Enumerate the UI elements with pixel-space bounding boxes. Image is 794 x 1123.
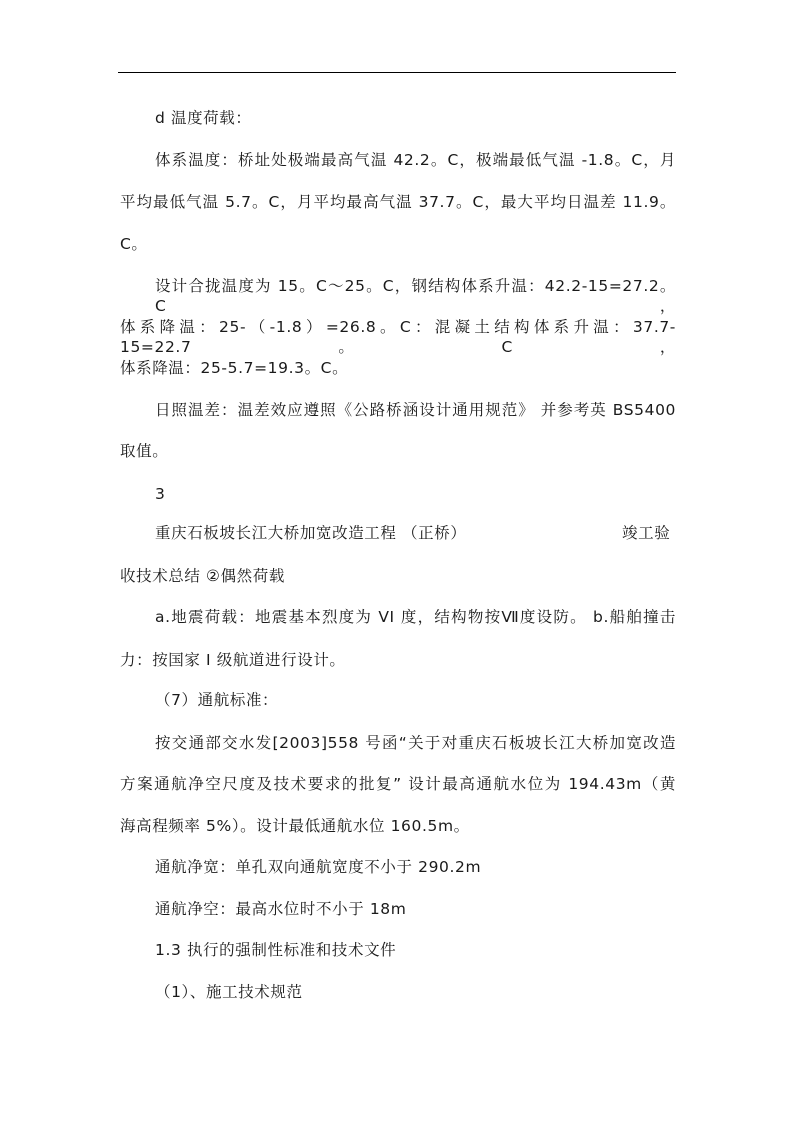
heading-temperature-load: d 温度荷载： <box>155 109 252 127</box>
running-title: 重庆石板坡长江大桥加宽改造工程 （正桥） <box>155 524 467 542</box>
paragraph-line: C。 <box>120 235 148 253</box>
paragraph-line: 取值。 <box>120 442 169 460</box>
subsection-heading: （1）、施工技术规范 <box>155 983 303 1001</box>
paragraph-line: 体系温度：桥址处极端最高气温 42.2。C，极端最低气温 -1.8。C，月 <box>155 151 676 169</box>
paragraph-line: 通航净空：最高水位时不小于 18m <box>155 900 407 918</box>
paragraph-line: 体系降温：25-5.7=19.3。C。 <box>120 359 349 377</box>
paragraph-line: 按交通部交水发[2003]558 号函“关于对重庆石板坡长江大桥加宽改造 <box>155 734 676 752</box>
paragraph-line: 海高程频率 5%）。设计最低通航水位 160.5m。 <box>120 817 470 835</box>
header-rule <box>118 72 676 73</box>
running-title-tail: 竣工验 <box>622 524 671 542</box>
paragraph-line: 平均最低气温 5.7。C，月平均最高气温 37.7。C，最大平均日温差 11.9。 <box>120 193 676 211</box>
page-number: 3 <box>155 485 166 503</box>
paragraph-line: 收技术总结 ②偶然荷载 <box>120 567 285 585</box>
paragraph-line: 通航净宽：单孔双向通航宽度不小于 290.2m <box>155 858 482 876</box>
paragraph-line: 力：按国家 I 级航道进行设计。 <box>120 651 346 669</box>
paragraph-line: 日照温差：温差效应遵照《公路桥涵设计通用规范》 并参考英 BS5400 <box>155 401 676 419</box>
paragraph-line: a.地震荷载：地震基本烈度为 VI 度，结构物按Ⅶ度设防。 b.船舶撞击 <box>155 608 676 626</box>
section-heading: 1.3 执行的强制性标准和技术文件 <box>155 941 397 959</box>
paragraph-line: 体系降温：25-（-1.8）=26.8。C：混凝土结构体系升温：37.7-15=22.7。C， <box>120 318 676 356</box>
section-heading: （7）通航标准： <box>155 691 279 709</box>
paragraph-line: 设计合拢温度为 15。C～25。C，钢结构体系升温：42.2-15=27.2。C， <box>155 277 676 315</box>
paragraph-line: 方案通航净空尺度及技术要求的批复” 设计最高通航水位为 194.43m（黄 <box>120 775 676 793</box>
